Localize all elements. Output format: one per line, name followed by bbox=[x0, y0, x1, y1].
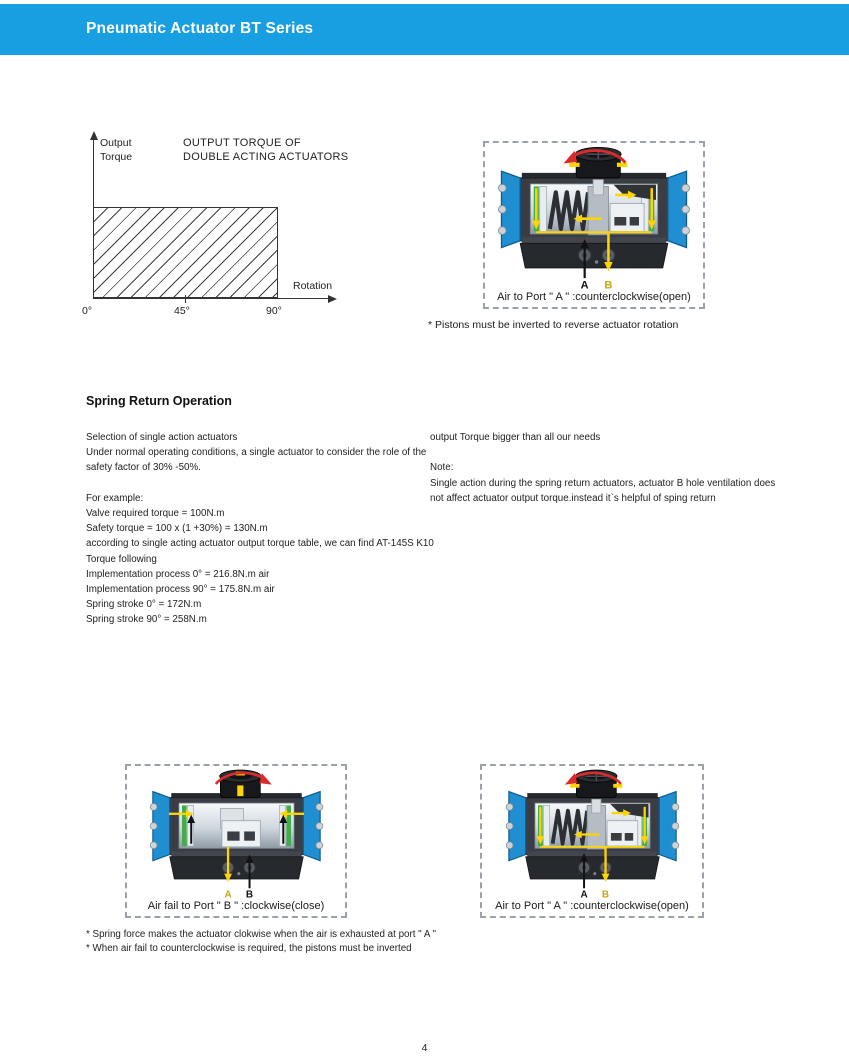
y-axis-label-line2: Torque bbox=[100, 151, 133, 163]
chart-title bbox=[183, 136, 348, 164]
port-a-label: A bbox=[223, 889, 232, 899]
x-axis bbox=[93, 298, 331, 299]
actuator-open-illustration bbox=[499, 147, 690, 278]
spring-return-right-column: output Torque bigger than all our needs Note: Single action during the spring return actuators, actuator B hole ventilation does not affect actuator output torque.instead it`s helpful of sping return bbox=[430, 432, 776, 504]
pistons-note: * Pistons must be inverted to reverse actuator rotation bbox=[428, 318, 679, 331]
figure-caption: Air to Port " A " :counterclockwise(open) bbox=[497, 291, 691, 303]
spring-force-footnotes: * Spring force makes the actuator clokwise when the air is exhausted at port " A " * When air fail to counterclockwise is required, the pistons must be inverted bbox=[86, 929, 437, 954]
chart-title-line1: OUTPUT TORQUE OF bbox=[183, 137, 301, 149]
x-axis-arrow-icon bbox=[328, 295, 337, 303]
figure-caption: Air to Port " A " :counterclockwise(open) bbox=[495, 900, 689, 912]
figure-air-fail-to-port-b bbox=[125, 764, 347, 918]
port-b-label: B bbox=[245, 889, 253, 899]
y-axis-arrow-icon bbox=[90, 131, 98, 140]
actuator-cutaway-open-svg bbox=[504, 767, 681, 899]
actuator-cutaway-close-svg bbox=[148, 767, 325, 899]
chart-title-line2: DOUBLE ACTING ACTUATORS bbox=[183, 151, 349, 163]
spring-return-heading: Spring Return Operation bbox=[86, 394, 232, 408]
actuator-cutaway-open-svg bbox=[496, 144, 692, 290]
port-a-label: A bbox=[579, 889, 588, 899]
figure-caption: Air fail to Port " B " :clockwise(close) bbox=[147, 900, 325, 912]
figure-air-to-port-a-bottom bbox=[480, 764, 704, 918]
torque-area bbox=[93, 207, 278, 298]
y-axis-label bbox=[100, 136, 132, 164]
port-a-label: A bbox=[580, 279, 589, 290]
tick-label-90: 90° bbox=[266, 305, 282, 317]
x-axis-label: Rotation bbox=[293, 280, 333, 292]
figure-air-to-port-a-top bbox=[483, 141, 705, 309]
spring-return-left-column: Selection of single action actuators Under normal operating conditions, a single actuator to consider the role of the safety factor of 30% -50%. For example: Valve required torque = 100N.m Safety torque = 100 x (1 +30%) = 130N.m according to single acting actuator output torque table, we can find AT-145S K10 Torque following Implementation process 0° = 216.8N.m air Implementation process 90° = 175.8N.m air Spring stroke 0° = 172N.m Spring stroke 90° = 258N.m bbox=[86, 432, 434, 626]
page-header-bar bbox=[0, 4, 849, 55]
actuator-open-illustration bbox=[506, 770, 679, 888]
torque-chart bbox=[70, 130, 360, 330]
tick-label-0: 0° bbox=[82, 305, 93, 317]
page-number: 4 bbox=[421, 1042, 428, 1054]
y-axis-label-line1: Output bbox=[100, 137, 132, 149]
tick-mark-45 bbox=[185, 295, 186, 303]
port-b-label: B bbox=[601, 889, 609, 899]
actuator-close-illustration bbox=[150, 770, 323, 888]
tick-label-45: 45° bbox=[174, 305, 190, 317]
page-title: Pneumatic Actuator BT Series bbox=[86, 20, 314, 37]
port-b-label: B bbox=[604, 279, 613, 290]
